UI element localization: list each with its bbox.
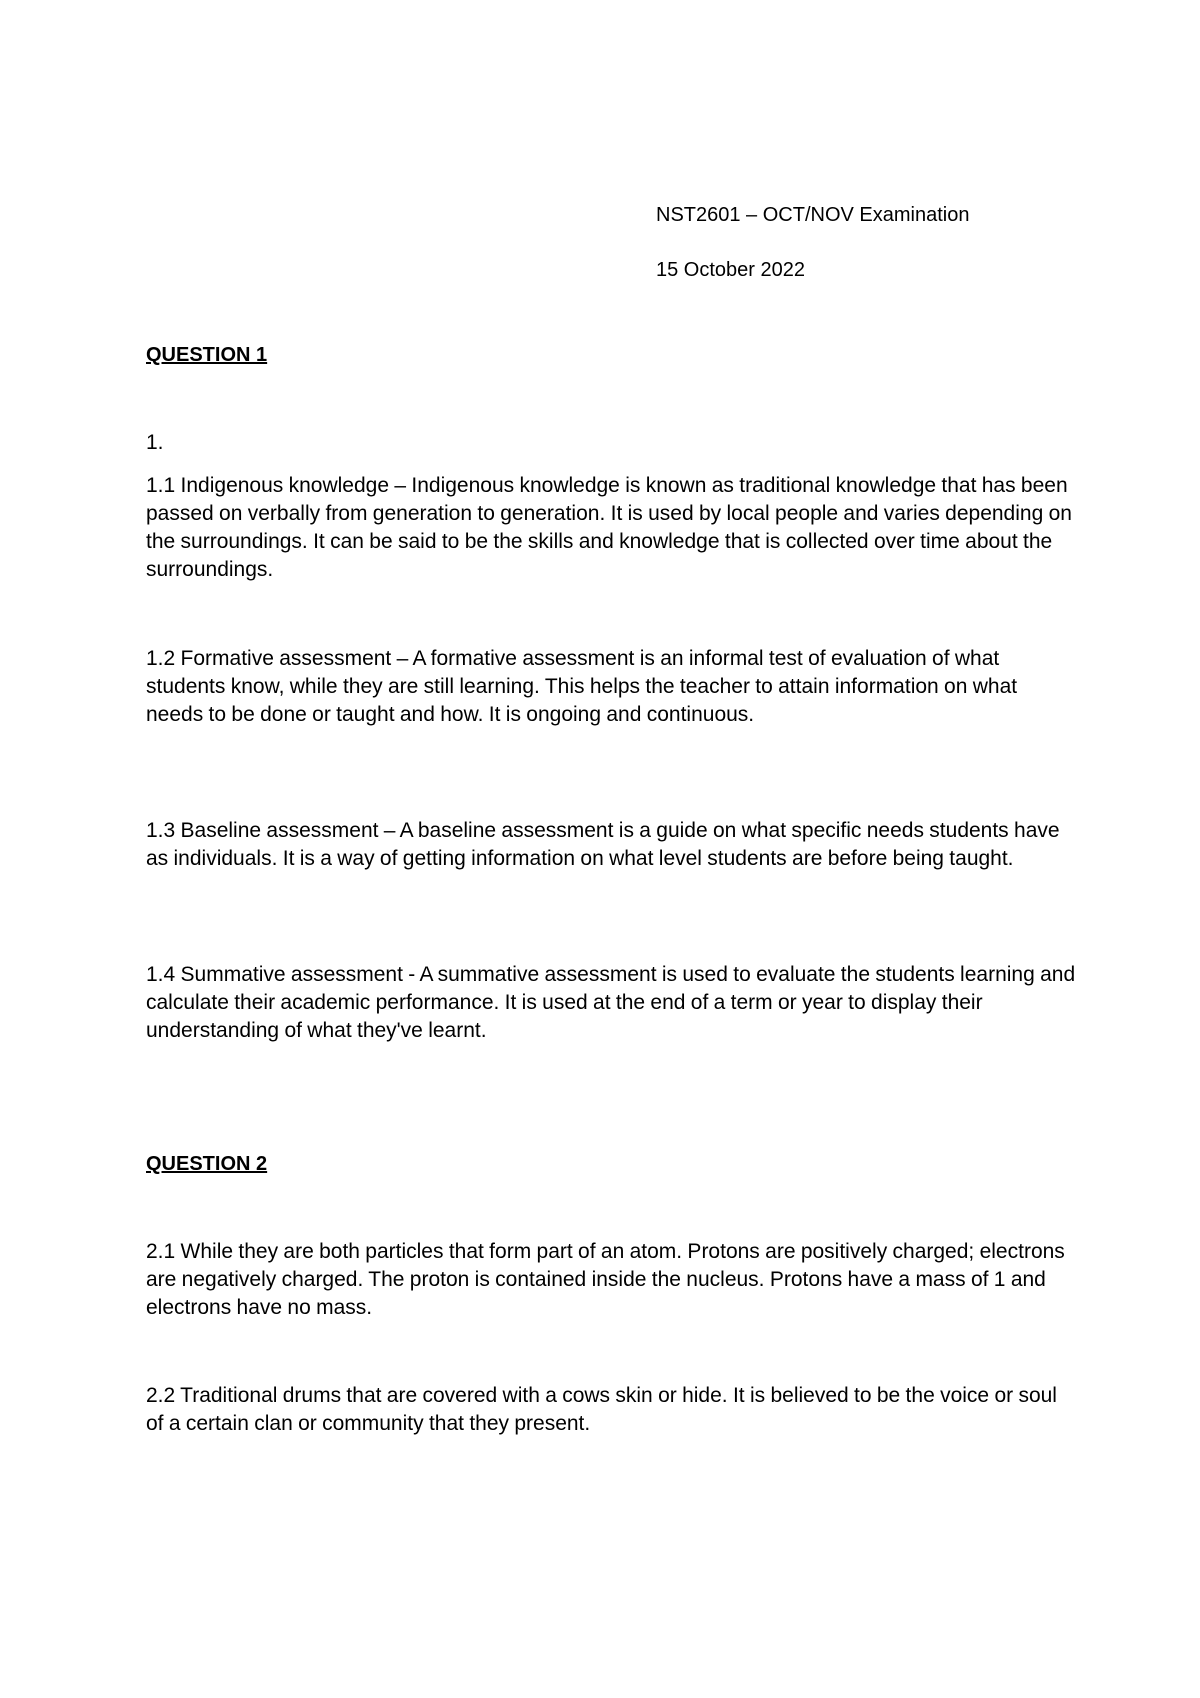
answer-2-2: 2.2 Traditional drums that are covered with a cows skin or hide. It is believed to be the voice or soul of a certain clan or community that they present.: [146, 1384, 1057, 1435]
answer-1-2: 1.2 Formative assessment – A formative assessment is an informal test of evaluation of what students know, while they are still learning. This helps the teacher to attain information on what needs to be done or taught and how. It is ongoing and continuous.: [146, 647, 1018, 726]
answer-1-1: 1.1 Indigenous knowledge – Indigenous knowledge is known as traditional knowledge that has been passed on verbally from generation to generation. It is used by local people and varies depending on the surroundings. It can be said to be the skills and knowledge that is collected over time about the surroundings.: [146, 474, 1072, 581]
question-1-number: 1.: [146, 431, 164, 454]
answer-1-3: 1.3 Baseline assessment – A baseline assessment is a guide on what specific needs students have as individuals. It is a way of getting information on what level students are before being taught.: [146, 819, 1060, 870]
answer-2-1: 2.1 While they are both particles that form part of an atom. Protons are positively charged; electrons are negatively charged. The proton is contained inside the nucleus. Protons have a mass of 1 and electrons have no mass.: [146, 1240, 1065, 1319]
exam-date: 15 October 2022: [656, 259, 805, 281]
question-2-heading: QUESTION 2: [146, 1153, 268, 1175]
course-title: NST2601 – OCT/NOV Examination: [656, 204, 970, 226]
question-1-heading: QUESTION 1: [146, 344, 268, 366]
answer-1-4: 1.4 Summative assessment - A summative assessment is used to evaluate the students learning and calculate their academic performance. It is used at the end of a term or year to display their understanding of what they've learnt.: [146, 963, 1076, 1042]
